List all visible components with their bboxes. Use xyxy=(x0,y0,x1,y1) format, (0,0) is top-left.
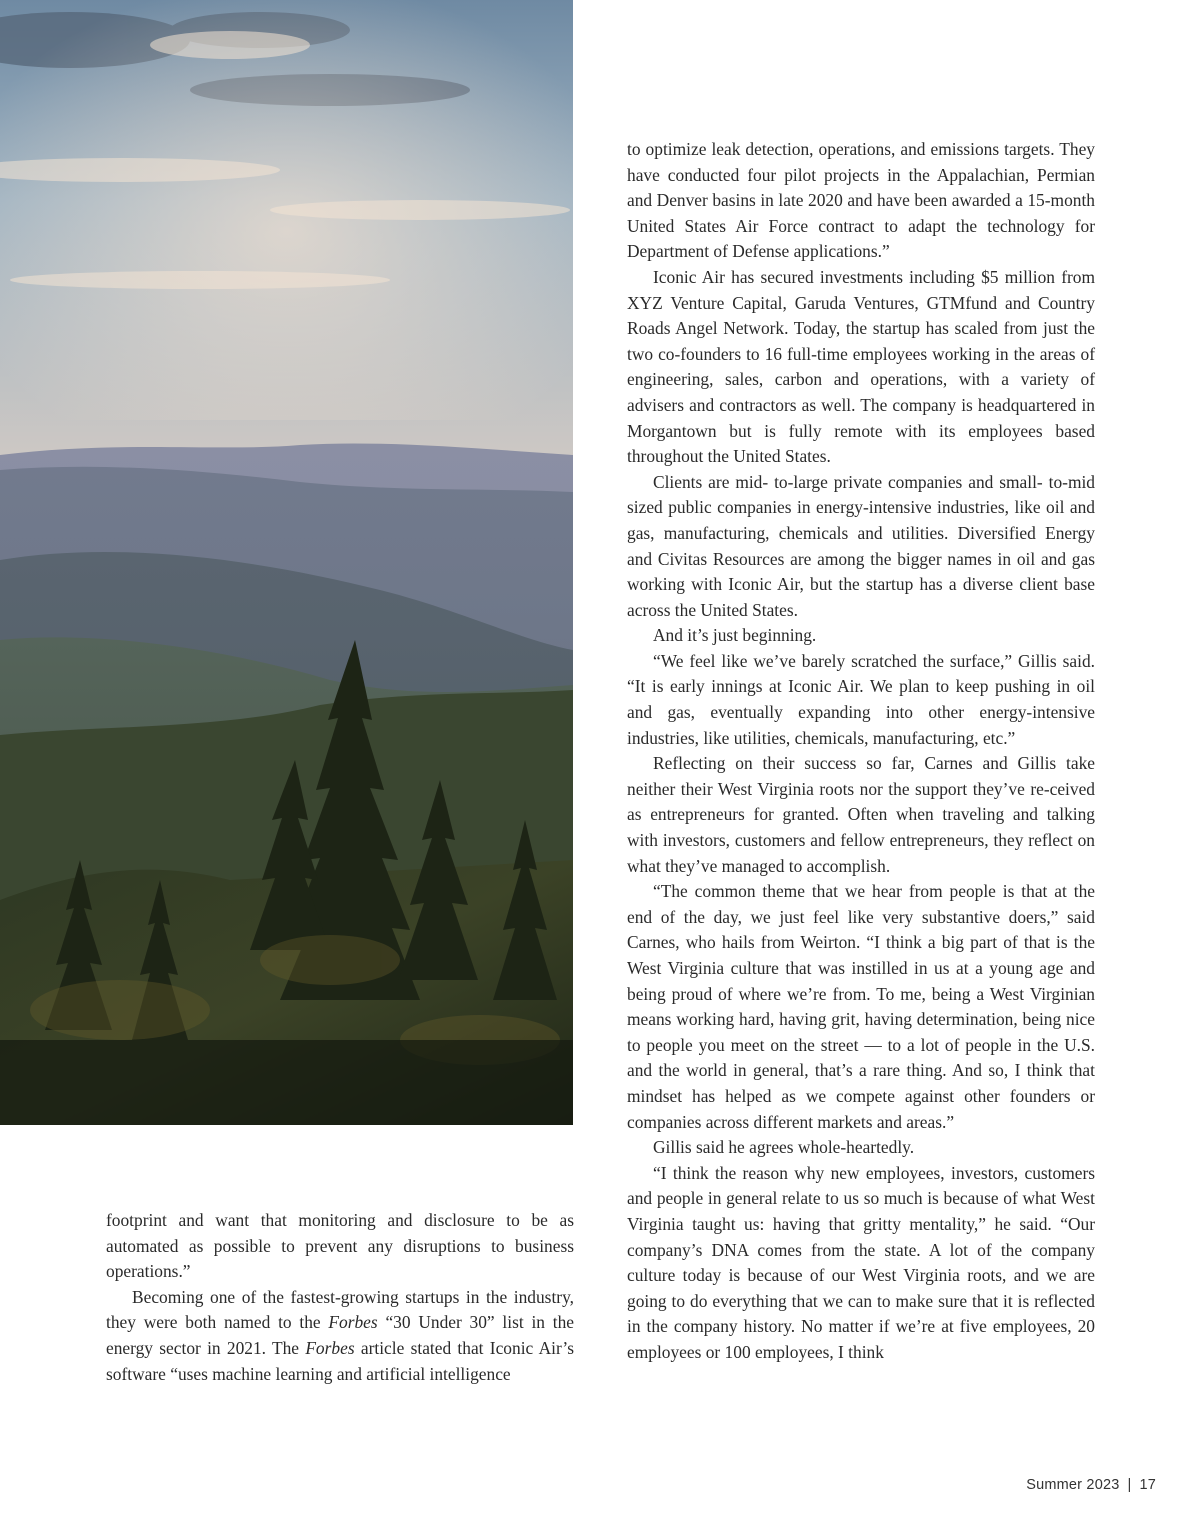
paragraph: “We feel like we’ve barely scratched the surface,” Gillis said. “It is early innings at Iconic Air. We plan to keep pushing in oil and gas, eventually expanding into other energy-intensive industries, like utilities, chemicals, manufacturing, etc.” xyxy=(627,650,1095,748)
paragraph: footprint and want that monitoring and disclosure to be as automated as possible to prevent any disruptions to business operations.” xyxy=(106,1210,574,1282)
page-number: 17 xyxy=(1139,1477,1156,1493)
text-run: article stated that Iconic Air’s software “uses machine learning and artificial intelligence xyxy=(106,1337,574,1384)
text-run: Becoming one of the fastest-growing startups in the industry, they were both named to the xyxy=(106,1286,574,1333)
paragraph: Clients are mid- to-large private companies and small- to-mid sized public companies in energy-intensive industries, like oil and gas, manufacturing, chemicals and utilities. Diversified Energy and Civitas Resources are among the bigger names in oil and gas working with Iconic Air, but the startup has a diverse client base across the United States. xyxy=(627,471,1095,620)
paragraph: Reflecting on their success so far, Carnes and Gillis take neither their West Virginia roots nor the support they’ve re-ceived as entrepreneurs for granted. Often when traveling and talking with investors, customers and fellow entrepreneurs, they reflect on what they’ve managed to accomplish. xyxy=(627,753,1095,876)
paragraph: “I think the reason why new employees, investors, customers and people in general relate to us so much is because of what West Virginia taught us: having that gritty mentality,” he said. “Our company’s DNA comes from the state. A lot of the company culture today is because of our West Virginia roots, and we are going to do everything that we can to make sure that it is reflected in the company history. No matter if we’re at five employees, 20 employees or 100 employees, I think xyxy=(627,1162,1095,1362)
paragraph: Gillis said he agrees whole-heartedly. xyxy=(653,1137,915,1158)
separator: | xyxy=(1127,1477,1132,1493)
paragraph: Iconic Air has secured investments including $5 million from XYZ Venture Capital, Garuda Ventures, GTMfund and Country Roads Angel Network. Today, the startup has scaled from just the two co-founders to 16 full-time employees working in the areas of engineering, sales, carbon and operations, with a variety of advisers and contractors as well. The company is headquartered in Morgantown but is fully remote with its employees based throughout the United States. xyxy=(627,266,1095,467)
page-footer xyxy=(1026,1477,1156,1493)
publication-name: Forbes xyxy=(328,1312,378,1333)
paragraph: And it’s just beginning. xyxy=(653,625,817,646)
mountain-landscape-illustration xyxy=(0,0,573,1125)
mountain-landscape-photo xyxy=(0,0,573,1125)
publication-name: Forbes xyxy=(305,1337,355,1358)
text-run: “30 Under 30” list in the energy sector in 2021. The xyxy=(106,1312,574,1358)
issue-label: Summer 2023 xyxy=(1026,1477,1120,1493)
left-text-column xyxy=(106,1208,574,1387)
paragraph: “The common theme that we hear from people is that at the end of the day, we just feel like very substantive doers,” said Carnes, who hails from Weirton. “I think a big part of that is the West Virginia culture that was instilled in us at a young age and being proud of where we’re from. To me, being a West Virginian means working hard, having grit, having determination, being nice to people you meet on the street — to a lot of people in the U.S. and the world in general, that’s a rare thing. And so, I think that mindset has helped as we compete against other founders or companies across different markets and areas.” xyxy=(627,881,1095,1132)
paragraph: to optimize leak detection, operations, and emissions targets. They have conducted four pilot projects in the Appalachian, Permian and Denver basins in late 2020 and have been awarded a 15-month United States Air Force contract to adapt the technology for Department of Defense applications.” xyxy=(627,139,1095,262)
paragraph xyxy=(106,1285,574,1387)
right-text-column xyxy=(627,137,1095,1366)
